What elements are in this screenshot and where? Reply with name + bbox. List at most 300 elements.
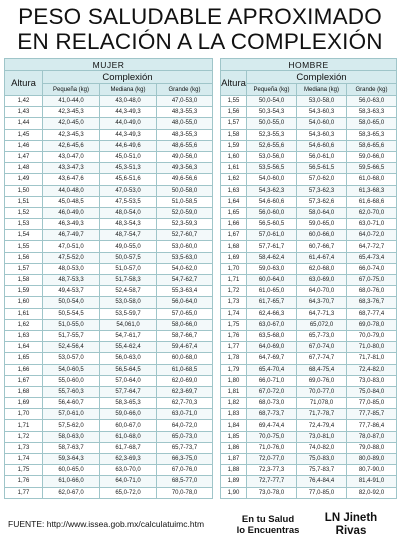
table-row — [221, 330, 397, 341]
weight-range-cell: 43,3-47,3 — [43, 163, 100, 174]
weight-range-cell: 72,4-79,4 — [297, 420, 347, 431]
weight-range-cell: 44,0-48,0 — [43, 185, 100, 196]
weight-range-cell: 80,7-90,0 — [347, 465, 397, 476]
weight-range-cell: 63,0-71,0 — [157, 409, 213, 420]
table-row — [5, 308, 213, 319]
weight-range-cell: 49,6-56,6 — [157, 174, 213, 185]
height-cell: 1,63 — [221, 185, 247, 196]
table-row — [221, 319, 397, 330]
table-row — [5, 118, 213, 129]
table-row — [5, 207, 213, 218]
height-cell: 1,55 — [221, 96, 247, 107]
table-row — [221, 465, 397, 476]
height-cell: 1,61 — [221, 163, 247, 174]
table-row — [5, 286, 213, 297]
height-cell: 1,46 — [5, 140, 43, 151]
weight-range-cell: 57,7-61,7 — [247, 241, 297, 252]
weight-range-cell: 47,0-53,0 — [100, 185, 157, 196]
weight-range-cell: 61,7-65,7 — [247, 297, 297, 308]
hombre-col-pequena: Pequeña (kg) — [247, 84, 297, 96]
weight-range-cell: 49,3-56,3 — [157, 163, 213, 174]
weight-range-cell: 60,0-65,0 — [43, 465, 100, 476]
weight-range-cell: 77,0-85,0 — [297, 487, 347, 498]
height-cell: 1,42 — [5, 96, 43, 107]
height-cell: 1,77 — [221, 342, 247, 353]
weight-range-cell: 59,5-66,5 — [347, 163, 397, 174]
weight-range-cell: 63,0-70,0 — [100, 465, 157, 476]
height-cell: 1,66 — [5, 364, 43, 375]
table-row — [221, 420, 397, 431]
weight-range-cell: 63,0-67,0 — [247, 319, 297, 330]
hombre-group-header: HOMBRE — [221, 59, 397, 71]
table-row — [221, 196, 397, 207]
table-row — [221, 442, 397, 453]
weight-range-cell: 62,4-66,3 — [247, 308, 297, 319]
table-row — [221, 286, 397, 297]
weight-range-cell: 48,3-54,3 — [100, 219, 157, 230]
weight-range-cell: 58,0-66,0 — [157, 319, 213, 330]
table-row — [5, 398, 213, 409]
weight-range-cell: 48,6-55,6 — [157, 140, 213, 151]
weight-range-cell: 48,3-55,3 — [157, 107, 213, 118]
table-row — [5, 96, 213, 107]
weight-range-cell: 70,0-78,0 — [157, 487, 213, 498]
height-cell: 1,74 — [221, 308, 247, 319]
weight-range-cell: 57,5-62,0 — [43, 420, 100, 431]
weight-range-cell: 58,3-65,3 — [100, 398, 157, 409]
weight-range-cell: 56,4-60,7 — [43, 398, 100, 409]
table-row — [221, 140, 397, 151]
weight-range-cell: 49,4-53,7 — [43, 286, 100, 297]
weight-range-cell: 42,3-45,3 — [43, 107, 100, 118]
height-cell: 1,60 — [221, 151, 247, 162]
weight-range-cell: 65,7-73,7 — [157, 442, 213, 453]
weight-range-cell: 46,7-49,7 — [43, 230, 100, 241]
weight-range-cell: 76,4-84,4 — [297, 476, 347, 487]
weight-range-cell: 57,0-62,0 — [297, 174, 347, 185]
weight-range-cell: 57,0-61,0 — [43, 409, 100, 420]
height-cell: 1,50 — [5, 185, 43, 196]
height-cell: 1,57 — [5, 263, 43, 274]
weight-range-cell: 67,0-75,0 — [347, 275, 397, 286]
weight-range-cell: 53,0-57,0 — [43, 353, 100, 364]
table-row — [5, 409, 213, 420]
weight-range-cell: 55,7-60,3 — [43, 386, 100, 397]
weight-range-cell: 44,3-49,3 — [100, 129, 157, 140]
weight-range-cell: 67,0-76,0 — [157, 465, 213, 476]
weight-range-cell: 55,3-63,4 — [157, 286, 213, 297]
weight-range-cell: 68,0-73,0 — [247, 398, 297, 409]
table-row — [221, 409, 397, 420]
table-row — [221, 297, 397, 308]
weight-range-cell: 47,0-53,0 — [157, 96, 213, 107]
table-row — [5, 196, 213, 207]
height-cell: 1,56 — [5, 252, 43, 263]
height-cell: 1,71 — [5, 420, 43, 431]
height-cell: 1,87 — [221, 454, 247, 465]
table-row — [5, 230, 213, 241]
table-row — [5, 364, 213, 375]
weight-range-cell: 42,0-45,0 — [43, 118, 100, 129]
weight-range-cell: 73,0-83,0 — [347, 375, 397, 386]
height-cell: 1,60 — [5, 297, 43, 308]
table-row — [5, 241, 213, 252]
weight-range-cell: 68,3-76,7 — [347, 297, 397, 308]
weight-range-cell: 54,3-60,3 — [297, 129, 347, 140]
table-row — [5, 476, 213, 487]
table-row — [221, 476, 397, 487]
weight-range-cell: 60,0-64,0 — [247, 275, 297, 286]
weight-range-cell: 62,7-70,3 — [157, 398, 213, 409]
weight-range-cell: 82,0-92,0 — [347, 487, 397, 498]
table-row — [5, 375, 213, 386]
table-row — [221, 487, 397, 498]
mujer-height-header: Altura — [5, 71, 43, 96]
weight-range-cell: 60,0-67,0 — [100, 420, 157, 431]
weight-range-cell: 64,0-71,0 — [100, 476, 157, 487]
height-cell: 1,59 — [221, 140, 247, 151]
height-cell: 1,69 — [5, 398, 43, 409]
weight-range-cell: 66,0-74,0 — [347, 263, 397, 274]
weight-range-cell: 64,0-72,0 — [347, 230, 397, 241]
weight-range-cell: 80,0-89,0 — [347, 454, 397, 465]
height-cell: 1,48 — [5, 163, 43, 174]
weight-range-cell: 78,0-87,0 — [347, 431, 397, 442]
height-cell: 1,63 — [5, 330, 43, 341]
weight-range-cell: 66,0-71,0 — [247, 375, 297, 386]
table-row — [221, 364, 397, 375]
height-cell: 1,64 — [5, 342, 43, 353]
weight-range-cell: 61,0-66,0 — [43, 476, 100, 487]
weight-range-cell: 44,0-49,0 — [100, 118, 157, 129]
height-cell: 1,70 — [5, 409, 43, 420]
table-row — [221, 252, 397, 263]
weight-range-cell: 64,7-71,3 — [297, 308, 347, 319]
table-row — [221, 129, 397, 140]
hombre-rows — [221, 96, 397, 499]
height-cell: 1,73 — [5, 442, 43, 453]
table-row — [221, 163, 397, 174]
weight-range-cell: 49,0-56,0 — [157, 151, 213, 162]
height-cell: 1,83 — [221, 409, 247, 420]
weight-range-cell: 54,061,0 — [100, 319, 157, 330]
weight-range-cell: 68,5-77,0 — [157, 476, 213, 487]
weight-range-cell: 58,7-63,7 — [43, 442, 100, 453]
mujer-rows — [5, 96, 213, 499]
table-row — [221, 118, 397, 129]
height-cell: 1,80 — [221, 375, 247, 386]
weight-range-cell: 79,0-88,0 — [347, 442, 397, 453]
weight-range-cell: 56,0-63,0 — [100, 353, 157, 364]
weight-range-cell: 53,0-60,0 — [157, 241, 213, 252]
weight-range-cell: 62,0-70,0 — [347, 207, 397, 218]
weight-range-cell: 48,3-55,3 — [157, 129, 213, 140]
weight-range-cell: 67,0-74,0 — [297, 342, 347, 353]
height-cell: 1,68 — [5, 386, 43, 397]
weight-range-cell: 58,3-65,3 — [347, 129, 397, 140]
weight-range-cell: 63,0-71,0 — [347, 219, 397, 230]
brand-slogan-line-2: lo Encuentras — [236, 525, 300, 536]
weight-range-cell: 47,5-52,0 — [43, 252, 100, 263]
weight-range-cell: 52,4-56,4 — [43, 342, 100, 353]
weight-range-cell: 57,0-65,0 — [157, 308, 213, 319]
weight-range-cell: 43,0-48,0 — [100, 96, 157, 107]
table-row — [221, 96, 397, 107]
table-row — [5, 465, 213, 476]
height-cell: 1,69 — [221, 252, 247, 263]
mujer-col-pequena: Pequeña (kg) — [43, 84, 100, 96]
author-line-2: Rivas — [335, 525, 367, 537]
weight-range-cell: 56,0-63,0 — [347, 96, 397, 107]
weight-range-cell: 72,4-82,0 — [347, 364, 397, 375]
weight-range-cell: 54,6-60,6 — [297, 140, 347, 151]
weight-range-cell: 53,5-56,5 — [247, 163, 297, 174]
table-row — [5, 442, 213, 453]
weight-range-cell: 71,0-80,0 — [347, 342, 397, 353]
height-cell: 1,49 — [5, 174, 43, 185]
height-cell: 1,47 — [5, 151, 43, 162]
weight-range-cell: 71,7-78,7 — [297, 409, 347, 420]
weight-tables — [4, 58, 396, 496]
table-row — [5, 487, 213, 498]
weight-range-cell: 48,0-55,0 — [157, 118, 213, 129]
weight-range-cell: 59,0-66,0 — [347, 151, 397, 162]
weight-range-cell: 51,0-57,0 — [100, 263, 157, 274]
height-cell: 1,84 — [221, 420, 247, 431]
weight-range-cell: 53,0-58,0 — [297, 96, 347, 107]
weight-range-cell: 54,3-60,3 — [297, 107, 347, 118]
table-row — [5, 263, 213, 274]
weight-range-cell: 67,0-72,0 — [247, 386, 297, 397]
table-row — [221, 431, 397, 442]
weight-range-cell: 65,7-73,0 — [297, 330, 347, 341]
weight-range-cell: 45,6-51,6 — [100, 174, 157, 185]
weight-range-cell: 47,0-51,0 — [43, 241, 100, 252]
weight-range-cell: 56,5-61,5 — [297, 163, 347, 174]
weight-range-cell: 57,0-61,0 — [247, 230, 297, 241]
weight-range-cell: 73,0-81,0 — [297, 431, 347, 442]
weight-range-cell: 64,0-69,0 — [247, 342, 297, 353]
table-row — [221, 263, 397, 274]
weight-range-cell: 50,5-54,5 — [43, 308, 100, 319]
weight-range-cell: 51,7-58,3 — [100, 275, 157, 286]
table-row — [221, 342, 397, 353]
weight-range-cell: 56,5-60,5 — [247, 219, 297, 230]
height-cell: 1,52 — [5, 207, 43, 218]
weight-range-cell: 48,7-53,3 — [43, 275, 100, 286]
height-cell: 1,72 — [5, 431, 43, 442]
author-line-1: LN Jineth — [324, 512, 378, 524]
weight-range-cell: 65,0-73,0 — [157, 431, 213, 442]
weight-range-cell: 56,0-64,0 — [157, 297, 213, 308]
table-row — [5, 163, 213, 174]
weight-range-cell: 50,0-55,0 — [247, 118, 297, 129]
weight-range-cell: 54,0-60,0 — [247, 174, 297, 185]
weight-range-cell: 62,3-69,7 — [157, 386, 213, 397]
weight-range-cell: 61,0-65,0 — [247, 286, 297, 297]
table-row — [5, 330, 213, 341]
weight-range-cell: 73,0-78,0 — [247, 487, 297, 498]
table-row — [5, 252, 213, 263]
weight-range-cell: 65,0-72,0 — [100, 487, 157, 498]
weight-range-cell: 69,0-76,0 — [297, 375, 347, 386]
height-cell: 1,57 — [221, 118, 247, 129]
hombre-table — [220, 58, 397, 499]
table-row — [221, 353, 397, 364]
weight-range-cell: 52,7-60,7 — [157, 230, 213, 241]
weight-range-cell: 42,6-45,6 — [43, 140, 100, 151]
height-cell: 1,85 — [221, 431, 247, 442]
weight-range-cell: 59,0-63,0 — [247, 263, 297, 274]
table-row — [221, 275, 397, 286]
weight-range-cell: 65,4-70,4 — [247, 364, 297, 375]
weight-range-cell: 54,6-60,6 — [247, 196, 297, 207]
weight-range-cell: 41,0-44,0 — [43, 96, 100, 107]
table-row — [5, 275, 213, 286]
table-row — [5, 185, 213, 196]
weight-range-cell: 70,0-77,0 — [297, 386, 347, 397]
weight-range-cell: 58,4-62,4 — [247, 252, 297, 263]
page-title — [0, 4, 400, 54]
weight-range-cell: 57,3-62,3 — [297, 185, 347, 196]
height-cell: 1,71 — [221, 275, 247, 286]
weight-range-cell: 68,0-76,0 — [347, 286, 397, 297]
weight-range-cell: 50,0-58,0 — [157, 185, 213, 196]
height-cell: 1,65 — [5, 353, 43, 364]
height-cell: 1,78 — [221, 353, 247, 364]
table-row — [5, 174, 213, 185]
height-cell: 1,88 — [221, 465, 247, 476]
weight-range-cell: 60,0-68,0 — [157, 353, 213, 364]
weight-range-cell: 62,0-67,0 — [43, 487, 100, 498]
weight-range-cell: 54,3-62,3 — [247, 185, 297, 196]
weight-range-cell: 58,6-65,6 — [347, 140, 397, 151]
height-cell: 1,68 — [221, 241, 247, 252]
mujer-complexion-header: Complexión — [43, 71, 213, 84]
height-cell: 1,66 — [221, 219, 247, 230]
height-cell: 1,53 — [5, 219, 43, 230]
weight-range-cell: 46,3-49,3 — [43, 219, 100, 230]
weight-range-cell: 70,0-75,0 — [247, 431, 297, 442]
hombre-height-header: Altura — [221, 71, 247, 96]
table-row — [5, 107, 213, 118]
mujer-col-grande: Grande (kg) — [157, 84, 213, 96]
weight-range-cell: 71,7-81,0 — [347, 353, 397, 364]
height-cell: 1,90 — [221, 487, 247, 498]
weight-range-cell: 75,0-84,0 — [347, 386, 397, 397]
weight-range-cell: 81,4-91,0 — [347, 476, 397, 487]
height-cell: 1,86 — [221, 442, 247, 453]
title-line-2: EN RELACIÓN A LA COMPLEXIÓN — [17, 29, 383, 54]
height-cell: 1,61 — [5, 308, 43, 319]
weight-range-cell: 50,0-54,0 — [247, 96, 297, 107]
table-row — [5, 431, 213, 442]
height-cell: 1,51 — [5, 196, 43, 207]
table-row — [221, 398, 397, 409]
weight-range-cell: 58,0-64,0 — [297, 207, 347, 218]
weight-range-cell: 68,7-77,4 — [347, 308, 397, 319]
weight-range-cell: 63,0-69,0 — [297, 275, 347, 286]
weight-range-cell: 69,4-74,4 — [247, 420, 297, 431]
hombre-col-grande: Grande (kg) — [347, 84, 397, 96]
weight-range-cell: 50,3-54,3 — [247, 107, 297, 118]
weight-range-cell: 54,7-62,7 — [157, 275, 213, 286]
table-row — [5, 386, 213, 397]
height-cell: 1,62 — [5, 319, 43, 330]
title-line-1: PESO SALUDABLE APROXIMADO — [18, 4, 382, 29]
weight-range-cell: 42,3-45,3 — [43, 129, 100, 140]
table-row — [5, 454, 213, 465]
weight-range-cell: 58,0-63,0 — [43, 431, 100, 442]
brand-slogan-line-1: En tu Salud — [241, 514, 295, 525]
weight-range-cell: 53,0-56,0 — [247, 151, 297, 162]
hombre-col-mediana: Mediana (kg) — [297, 84, 347, 96]
table-row — [5, 140, 213, 151]
weight-range-cell: 64,7-72,7 — [347, 241, 397, 252]
table-row — [5, 420, 213, 431]
weight-range-cell: 58,3-63,3 — [347, 107, 397, 118]
weight-range-cell: 64,7-69,7 — [247, 353, 297, 364]
weight-range-cell: 56,0-60,0 — [247, 207, 297, 218]
weight-range-cell: 74,0-82,0 — [297, 442, 347, 453]
height-cell: 1,45 — [5, 129, 43, 140]
weight-range-cell: 55,0-60,0 — [43, 375, 100, 386]
table-row — [221, 185, 397, 196]
weight-range-cell: 48,7-54,7 — [100, 230, 157, 241]
weight-range-cell: 70,0-79,0 — [347, 330, 397, 341]
height-cell: 1,67 — [5, 375, 43, 386]
weight-range-cell: 48,0-53,0 — [43, 263, 100, 274]
height-cell: 1,58 — [5, 275, 43, 286]
weight-range-cell: 75,0-83,0 — [297, 454, 347, 465]
weight-range-cell: 56,5-64,5 — [100, 364, 157, 375]
height-cell: 1,59 — [5, 286, 43, 297]
weight-range-cell: 68,4-75,4 — [297, 364, 347, 375]
table-row — [221, 107, 397, 118]
height-cell: 1,72 — [221, 286, 247, 297]
weight-range-cell: 65,4-73,4 — [347, 252, 397, 263]
weight-range-cell: 56,0-61,0 — [297, 151, 347, 162]
table-row — [221, 454, 397, 465]
weight-range-cell: 46,0-49,0 — [43, 207, 100, 218]
weight-range-cell: 43,6-47,6 — [43, 174, 100, 185]
table-row — [221, 375, 397, 386]
weight-range-cell: 77,7-85,7 — [347, 409, 397, 420]
weight-range-cell: 59,0-66,0 — [100, 409, 157, 420]
weight-range-cell: 61,0-68,0 — [100, 431, 157, 442]
table-row — [5, 219, 213, 230]
weight-range-cell: 72,0-77,0 — [247, 454, 297, 465]
weight-range-cell: 62,3-69,3 — [100, 454, 157, 465]
height-cell: 1,64 — [221, 196, 247, 207]
weight-range-cell: 62,0-68,0 — [297, 263, 347, 274]
weight-range-cell: 54,0-62,0 — [157, 263, 213, 274]
weight-range-cell: 71,0-76,0 — [247, 442, 297, 453]
weight-range-cell: 45,0-48,5 — [43, 196, 100, 207]
weight-range-cell: 48,0-54,0 — [100, 207, 157, 218]
weight-range-cell: 44,3-49,3 — [100, 107, 157, 118]
weight-range-cell: 54,0-60,0 — [297, 118, 347, 129]
height-cell: 1,74 — [5, 454, 43, 465]
table-row — [221, 207, 397, 218]
weight-range-cell: 50,0-54,0 — [43, 297, 100, 308]
weight-range-cell: 52,4-58,7 — [100, 286, 157, 297]
height-cell: 1,70 — [221, 263, 247, 274]
source-footnote: FUENTE: http://www.issea.gob.mx/calculatuimc.htm — [8, 519, 205, 529]
table-row — [221, 241, 397, 252]
table-row — [5, 129, 213, 140]
weight-range-cell: 53,5-63,0 — [157, 252, 213, 263]
